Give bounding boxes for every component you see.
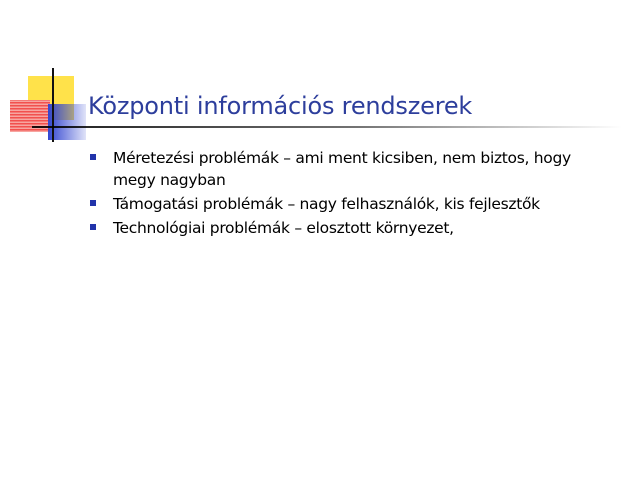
bullet-text: Technológiai problémák – elosztott környezet, bbox=[113, 219, 454, 237]
bullet-item bbox=[88, 147, 608, 191]
slide-title: Központi információs rendszerek bbox=[88, 92, 473, 120]
square-bullet-icon bbox=[90, 200, 96, 206]
bullet-item bbox=[88, 193, 608, 215]
horizontal-line bbox=[32, 126, 622, 128]
square-bullet-icon bbox=[90, 224, 96, 230]
bullet-text: Méretezési problémák – ami ment kicsiben, nem biztos, hogy megy nagyban bbox=[113, 149, 571, 189]
bullet-item bbox=[88, 217, 608, 239]
decorative-squares-graphic bbox=[0, 0, 640, 160]
vertical-line bbox=[52, 68, 54, 142]
bullet-list bbox=[88, 147, 608, 241]
bullet-text: Támogatási problémák – nagy felhasználók, kis fejlesztők bbox=[113, 195, 540, 213]
square-bullet-icon bbox=[90, 154, 96, 160]
